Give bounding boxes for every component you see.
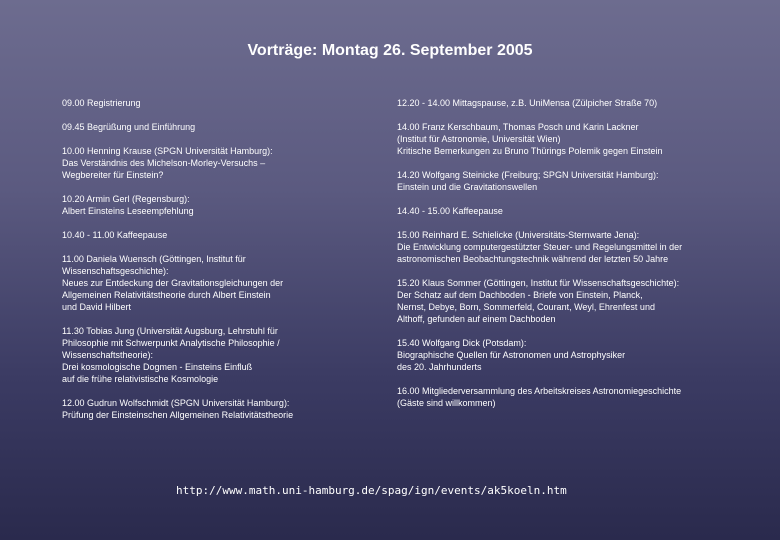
entry-1130: 11.30 Tobias Jung (Universität Augsburg, Lehrstuhl für Philosophie mit Schwerpunkt Analytische Philosophie / Wissenschaftstheorie): Drei kosmologische Dogmen - Einsteins Einfluß auf die frühe relativistische Kosmologie [62,326,280,384]
entry-1100: 11.00 Daniela Wuensch (Göttingen, Institut für Wissenschaftsgeschichte): Neues zur Entdeckung der Gravitationsgleichungen der Allgemeinen Relativitätstheorie durch Albert Einstein und David Hilbert [62,254,284,312]
entry-1400: 14.00 Franz Kerschbaum, Thomas Posch und Karin Lackner (Institut für Astronomie, Universität Wien) Kritische Bemerkungen zu Bruno Thürings Polemik gegen Einstein [397,122,663,156]
entry-1220: 12.20 - 14.00 Mittagspause, z.B. UniMensa (Zülpicher Straße 70) [397,98,658,108]
speaker-link-sommer[interactable]: Sommer [447,278,482,288]
speaker-link-lackner[interactable]: Lackner [606,122,639,132]
speaker-link-wuensch[interactable]: Wuensch [119,254,157,264]
entry-1440: 14.40 - 15.00 Kaffeepause [397,206,503,216]
speaker-link-steinicke[interactable]: Steinicke [462,170,499,180]
entry-1040: 10.40 - 11.00 Kaffeepause [62,230,168,240]
speaker-link-posch[interactable]: Posch [537,122,563,132]
entry-1020: 10.20 Armin Gerl (Regensburg): Albert Einsteins Leseempfehlung [62,194,194,216]
entry-1520: 15.20 Klaus Sommer (Göttingen, Institut für Wissenschaftsgeschichte): Der Schatz auf dem Dachboden - Briefe von Einstein, Planck, Nernst, Debye, Born, Sommerfeld, Courant, Weyl, Ehrenfest und Althoff, gefunden auf einem Dachboden [397,278,680,324]
footer-url: http://www.math.uni-hamburg.de/spag/ign/events/ak5koeln.htm [176,484,567,497]
speaker-link-kerschbaum[interactable]: Kerschbaum [447,122,499,132]
speaker-link-wolfschmidt[interactable]: Wolfschmidt [119,398,169,408]
entry-1420: 14.20 Wolfgang Steinicke (Freiburg; SPGN Universität Hamburg): Einstein und die Gravitationswellen [397,170,659,192]
speaker-link-dick[interactable]: Dick [462,338,480,348]
speaker-link-schielicke[interactable]: Schielicke [472,230,513,240]
entry-0945: 09.45 Begrüßung und Einführung [62,122,196,132]
speaker-link-gerl[interactable]: Gerl [112,194,130,204]
entry-1540: 15.40 Wolfgang Dick (Potsdam): Biographische Quellen für Astronomen und Astrophysiker des 20. Jahrhunderts [397,338,626,372]
page-title: Vorträge: Montag 26. September 2005 [247,42,533,59]
entry-1500: 15.00 Reinhard E. Schielicke (Universitäts-Sternwarte Jena): Die Entwicklung computergestützter Steuer- und Regelungsmittel in der astronomischen Beobachtungstechnik während der letzten 50 Jahre [397,230,683,264]
schedule-left-column [62,97,362,421]
entry-0900: 09.00 Registrierung [62,98,141,108]
entry-1200: 12.00 Gudrun Wolfschmidt (SPGN Universität Hamburg): Prüfung der Einsteinschen Allgemeinen Relativitätstheorie [62,398,294,420]
speaker-link-krause[interactable]: Krause [123,146,152,156]
entry-1600: 16.00 Mitgliederversammlung des Arbeitskreises Astronomiegeschichte (Gäste sind willkommen) [397,386,682,408]
entry-1000: 10.00 Henning Krause (SPGN Universität Hamburg): Das Verständnis des Michelson-Morley-Versuchs – Wegbereiter für Einstein? [62,146,273,180]
schedule-right-column [397,97,727,409]
speaker-link-jung[interactable]: Jung [114,326,135,336]
